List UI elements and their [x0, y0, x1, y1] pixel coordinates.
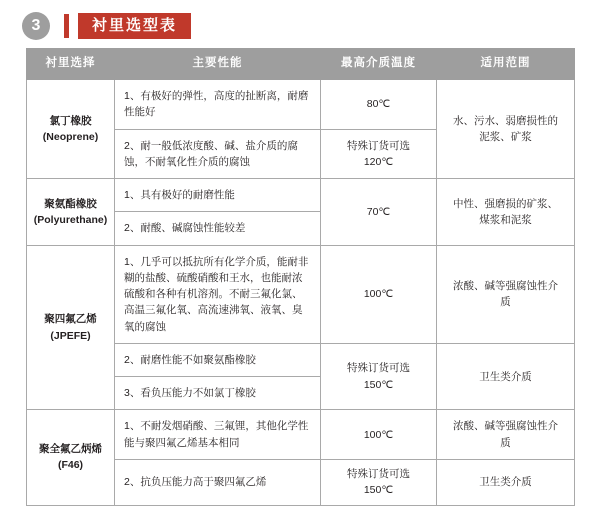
performance-cell: 1、不耐发烟硝酸、三氟锂，其他化学性能与聚四氟乙烯基本相同 — [115, 410, 321, 460]
lining-category: 氯丁橡胶 (Neoprene) — [27, 80, 115, 179]
column-header-performance: 主要性能 — [115, 49, 321, 80]
scope-cell: 水、污水、弱磨损性的 泥浆、矿浆 — [437, 80, 575, 179]
temperature-cell: 70℃ — [321, 179, 437, 246]
table-row — [27, 410, 575, 460]
temperature-cell: 100℃ — [321, 410, 437, 460]
lining-category: 聚全氟乙炳烯 (F46) — [27, 410, 115, 505]
lining-category: 聚氨酯橡胶 (Polyurethane) — [27, 179, 115, 246]
lining-selection-table — [26, 48, 575, 506]
performance-cell: 1、具有极好的耐磨性能 — [115, 179, 321, 212]
table-head — [27, 49, 575, 80]
performance-cell: 2、耐磨性能不如聚氨酯橡胶 — [115, 343, 321, 376]
scope-cell: 卫生类介质 — [437, 459, 575, 505]
performance-cell: 1、几乎可以抵抗所有化学介质，能耐非糊的盐酸、硫酸硝酸和王水，也能耐浓硫酸和各种有机溶剂。不耐三氟化氯、高温三氟化氧、高流速沸氧、液氧、臭氧的腐蚀 — [115, 245, 321, 343]
table-row — [27, 245, 575, 343]
table-row — [27, 179, 575, 212]
scope-cell: 中性、强磨损的矿浆、 煤浆和泥浆 — [437, 179, 575, 246]
page-title: 衬里选型表 — [78, 13, 191, 39]
performance-cell: 1、有极好的弹性，高度的扯断离，耐磨性能好 — [115, 80, 321, 130]
title-wrap — [64, 13, 191, 39]
performance-cell: 2、耐一般低浓度酸、碱、盐介质的腐蚀，不耐氧化性介质的腐蚀 — [115, 129, 321, 179]
performance-cell: 2、耐酸、碱腐蚀性能较差 — [115, 212, 321, 245]
lining-category: 聚四氟乙烯 (JPEFE) — [27, 245, 115, 410]
temperature-cell: 特殊订货可选 150℃ — [321, 459, 437, 505]
column-header-max-temp: 最高介质温度 — [321, 49, 437, 80]
scope-cell: 浓酸、碱等强腐蚀性介 质 — [437, 410, 575, 460]
temperature-cell: 80℃ — [321, 80, 437, 130]
temperature-cell: 特殊订货可选 120℃ — [321, 129, 437, 179]
table-body — [27, 80, 575, 506]
table-row — [27, 80, 575, 130]
step-badge: 3 — [22, 12, 50, 40]
performance-cell: 2、抗负压能力高于聚四氟乙烯 — [115, 459, 321, 505]
scope-cell: 卫生类介质 — [437, 343, 575, 410]
page-header — [0, 0, 600, 40]
title-accent-bar — [64, 14, 69, 38]
table-wrapper — [0, 40, 600, 506]
temperature-cell: 100℃ — [321, 245, 437, 343]
column-header-lining: 衬里选择 — [27, 49, 115, 80]
scope-cell: 浓酸、碱等强腐蚀性介 质 — [437, 245, 575, 343]
temperature-cell: 特殊订货可选 150℃ — [321, 343, 437, 410]
column-header-scope: 适用范围 — [437, 49, 575, 80]
performance-cell: 3、看负压能力不如氯丁橡胶 — [115, 377, 321, 410]
table-header-row — [27, 49, 575, 80]
